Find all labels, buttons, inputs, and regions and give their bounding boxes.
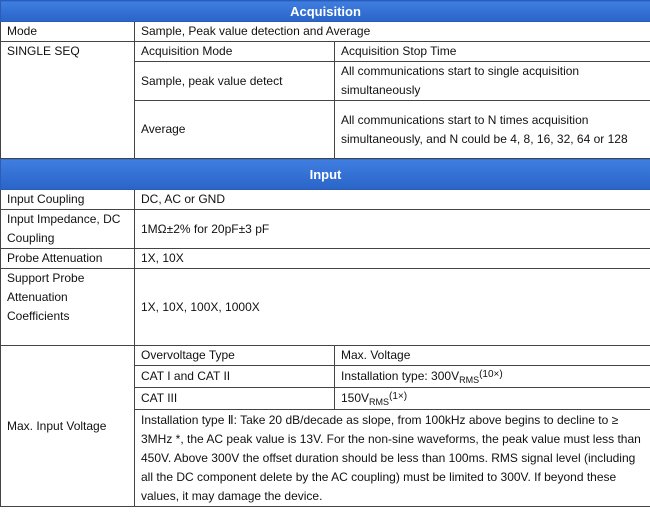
table-row xyxy=(1,190,650,210)
table-row xyxy=(1,269,650,346)
cat-i-ii-value xyxy=(335,366,650,388)
cat-iii-voltage: 150V xyxy=(341,390,370,405)
table-row xyxy=(1,210,650,249)
overvoltage-type-header: Overvoltage Type xyxy=(135,346,335,366)
installation-note: Installation type Ⅱ: Take 20 dB/decade as slope, from 100kHz above begins to decline to ≥ 3MHz *, the AC peak value is 13V. For the non-sine waveforms, the peak value must less than 450V. Above 300V the offset duration should be less than 100ms. RMS signal level (including all the DC component delete by the AC coupling) must be limited to 300V. If beyond these values, it may damage the device. xyxy=(135,410,650,507)
table-row xyxy=(1,249,650,269)
probe-attenuation-label: Probe Attenuation xyxy=(1,249,135,269)
table-row xyxy=(1,346,650,366)
input-header: Input xyxy=(1,159,650,190)
multiplier-note: (1×) xyxy=(389,390,408,402)
max-input-voltage-label: Max. Input Voltage xyxy=(1,346,135,507)
acquisition-mode-column-header: Acquisition Mode xyxy=(135,42,335,62)
acquisition-stop-column-header: Acquisition Stop Time xyxy=(335,42,650,62)
max-voltage-header: Max. Voltage xyxy=(335,346,650,366)
mode-label: Mode xyxy=(1,22,135,42)
table-row xyxy=(1,22,650,42)
support-probe-value: 1X, 10X, 100X, 1000X xyxy=(135,269,650,346)
cat-i-ii-label: CAT I and CAT II xyxy=(135,366,335,388)
input-coupling-value: DC, AC or GND xyxy=(135,190,650,210)
single-seq-label: SINGLE SEQ xyxy=(1,42,135,159)
input-impedance-value: 1MΩ±2% for 20pF±3 pF xyxy=(135,210,650,249)
input-coupling-label: Input Coupling xyxy=(1,190,135,210)
acquisition-stop-cell: All communications start to single acquisition simultaneously xyxy=(335,62,650,101)
multiplier-note: (10×) xyxy=(479,368,503,380)
input-header-row xyxy=(1,159,650,190)
input-impedance-label: Input Impedance, DC Coupling xyxy=(1,210,135,249)
cat-i-ii-voltage: Installation type: 300V xyxy=(341,368,460,383)
table-row xyxy=(1,42,650,62)
acquisition-stop-cell: All communications start to N times acquisition simultaneously, and N could be 4, 8, 16, 32, 64 or 128 xyxy=(335,101,650,159)
rms-subscript: RMS xyxy=(369,396,390,407)
acquisition-header-row xyxy=(1,1,650,22)
cat-iii-value xyxy=(335,388,650,410)
acquisition-mode-cell: Sample, peak value detect xyxy=(135,62,335,101)
cat-iii-label: CAT III xyxy=(135,388,335,410)
acquisition-mode-cell: Average xyxy=(135,101,335,159)
acquisition-header: Acquisition xyxy=(1,1,650,22)
probe-attenuation-value: 1X, 10X xyxy=(135,249,650,269)
rms-subscript: RMS xyxy=(459,374,480,385)
mode-value: Sample, Peak value detection and Average xyxy=(135,22,650,42)
support-probe-label: Support Probe Attenuation Coefficients xyxy=(1,269,135,346)
